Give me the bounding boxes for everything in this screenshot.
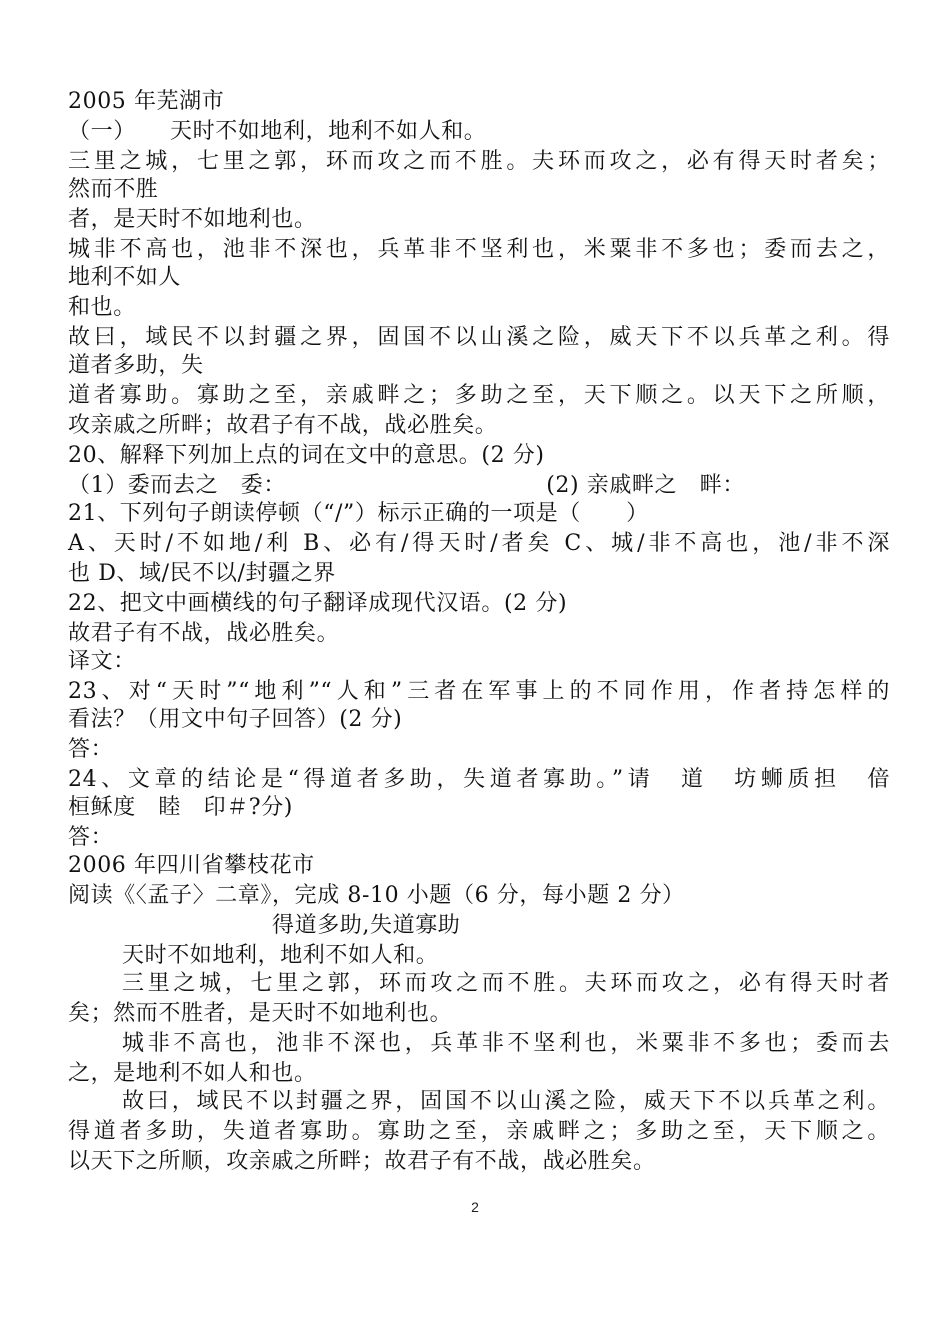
passage-line: 三里之城，七里之郭，环而攻之而不胜。夫环而攻之，必有得天时者	[122, 971, 890, 996]
passage-line: 道者寡助。寡助之至，亲戚畔之；多助之至，天下顺之。以天下之所顺，	[68, 383, 890, 408]
reading-instruction: 阅读《〈孟子〉二章》，完成 8-10 小题（6 分，每小题 2 分）	[68, 883, 685, 908]
passage-line: 道者多助，失	[68, 353, 204, 378]
question-20-items: （1）委而去之 委： (2) 亲戚畔之 畔：	[68, 473, 745, 498]
passage-line: 以天下之所顺，攻亲戚之所畔；故君子有不战，战必胜矣。	[68, 1149, 656, 1174]
passage-line: 矣；然而不胜者，是天时不如地利也。	[68, 1001, 453, 1026]
passage-line: 城非不高也，池非不深也，兵革非不坚利也，米粟非不多也；委而去之，	[68, 237, 890, 262]
question-21: 21、下列句子朗读停顿（“/”）标示正确的一项是（ ）	[68, 501, 649, 526]
passage-line: 三里之城，七里之郭，环而攻之而不胜。夫环而攻之，必有得天时者矣；	[68, 149, 890, 174]
section-heading-2005: 2005 年芜湖市	[68, 89, 225, 114]
page-number: 2	[471, 1199, 479, 1215]
passage-line: 故曰，域民不以封疆之界，固国不以山溪之险，威天下不以兵革之利。	[122, 1089, 890, 1114]
passage-line: 故曰，域民不以封疆之界，固国不以山溪之险，威天下不以兵革之利。得	[68, 325, 890, 350]
passage-line: 和也。	[68, 295, 136, 320]
question-24: 24、文章的结论是“得道者多助，失道者寡助。”请 道 坊蛳质担 偣	[68, 767, 890, 792]
question-24-cont: 桓稣度 睦 印＃?分)	[68, 795, 293, 820]
translation-label: 译文：	[68, 649, 136, 674]
passage-line: 得道者多助，失道者寡助。寡助之至，亲戚畔之；多助之至，天下顺之。	[68, 1119, 890, 1144]
passage-line: 城非不高也，池非不深也，兵革非不坚利也，米粟非不多也；委而去	[122, 1031, 890, 1056]
passage-line: 天时不如地利，地利不如人和。	[122, 943, 439, 968]
question-23: 23、对“天时”“地利”“人和”三者在军事上的不同作用，作者持怎样的	[68, 679, 890, 704]
passage-line: 攻亲戚之所畔；故君子有不战，战必胜矣。	[68, 413, 498, 438]
passage-title: 得道多助,失道寡助	[272, 913, 461, 938]
passage-line: 地利不如人	[68, 265, 182, 290]
question-23-cont: 看法？（用文中句子回答）(2 分)	[68, 707, 403, 732]
question-22-sentence: 故君子有不战，战必胜矣。	[68, 621, 340, 646]
passage-line: 然而不胜	[68, 177, 159, 202]
passage-line: 者，是天时不如地利也。	[68, 207, 317, 232]
section-heading-2006: 2006 年四川省攀枝花市	[68, 853, 315, 878]
answer-label: 答：	[68, 737, 114, 762]
passage-line: 之，是地利不如人和也。	[68, 1061, 317, 1086]
answer-label: 答：	[68, 825, 114, 850]
passage-line: （一） 天时不如地利，地利不如人和。	[68, 119, 487, 144]
question-20: 20、解释下列加上点的词在文中的意思。(2 分)	[68, 443, 545, 468]
question-21-options: A、天时/不如地/利 B、必有/得天时/者矣 C、城/非不高也，池/非不深	[68, 531, 890, 556]
question-21-options-cont: 也 D、域/民不以/封疆之界	[68, 561, 336, 586]
question-22: 22、把文中画横线的句子翻译成现代汉语。(2 分)	[68, 591, 568, 616]
